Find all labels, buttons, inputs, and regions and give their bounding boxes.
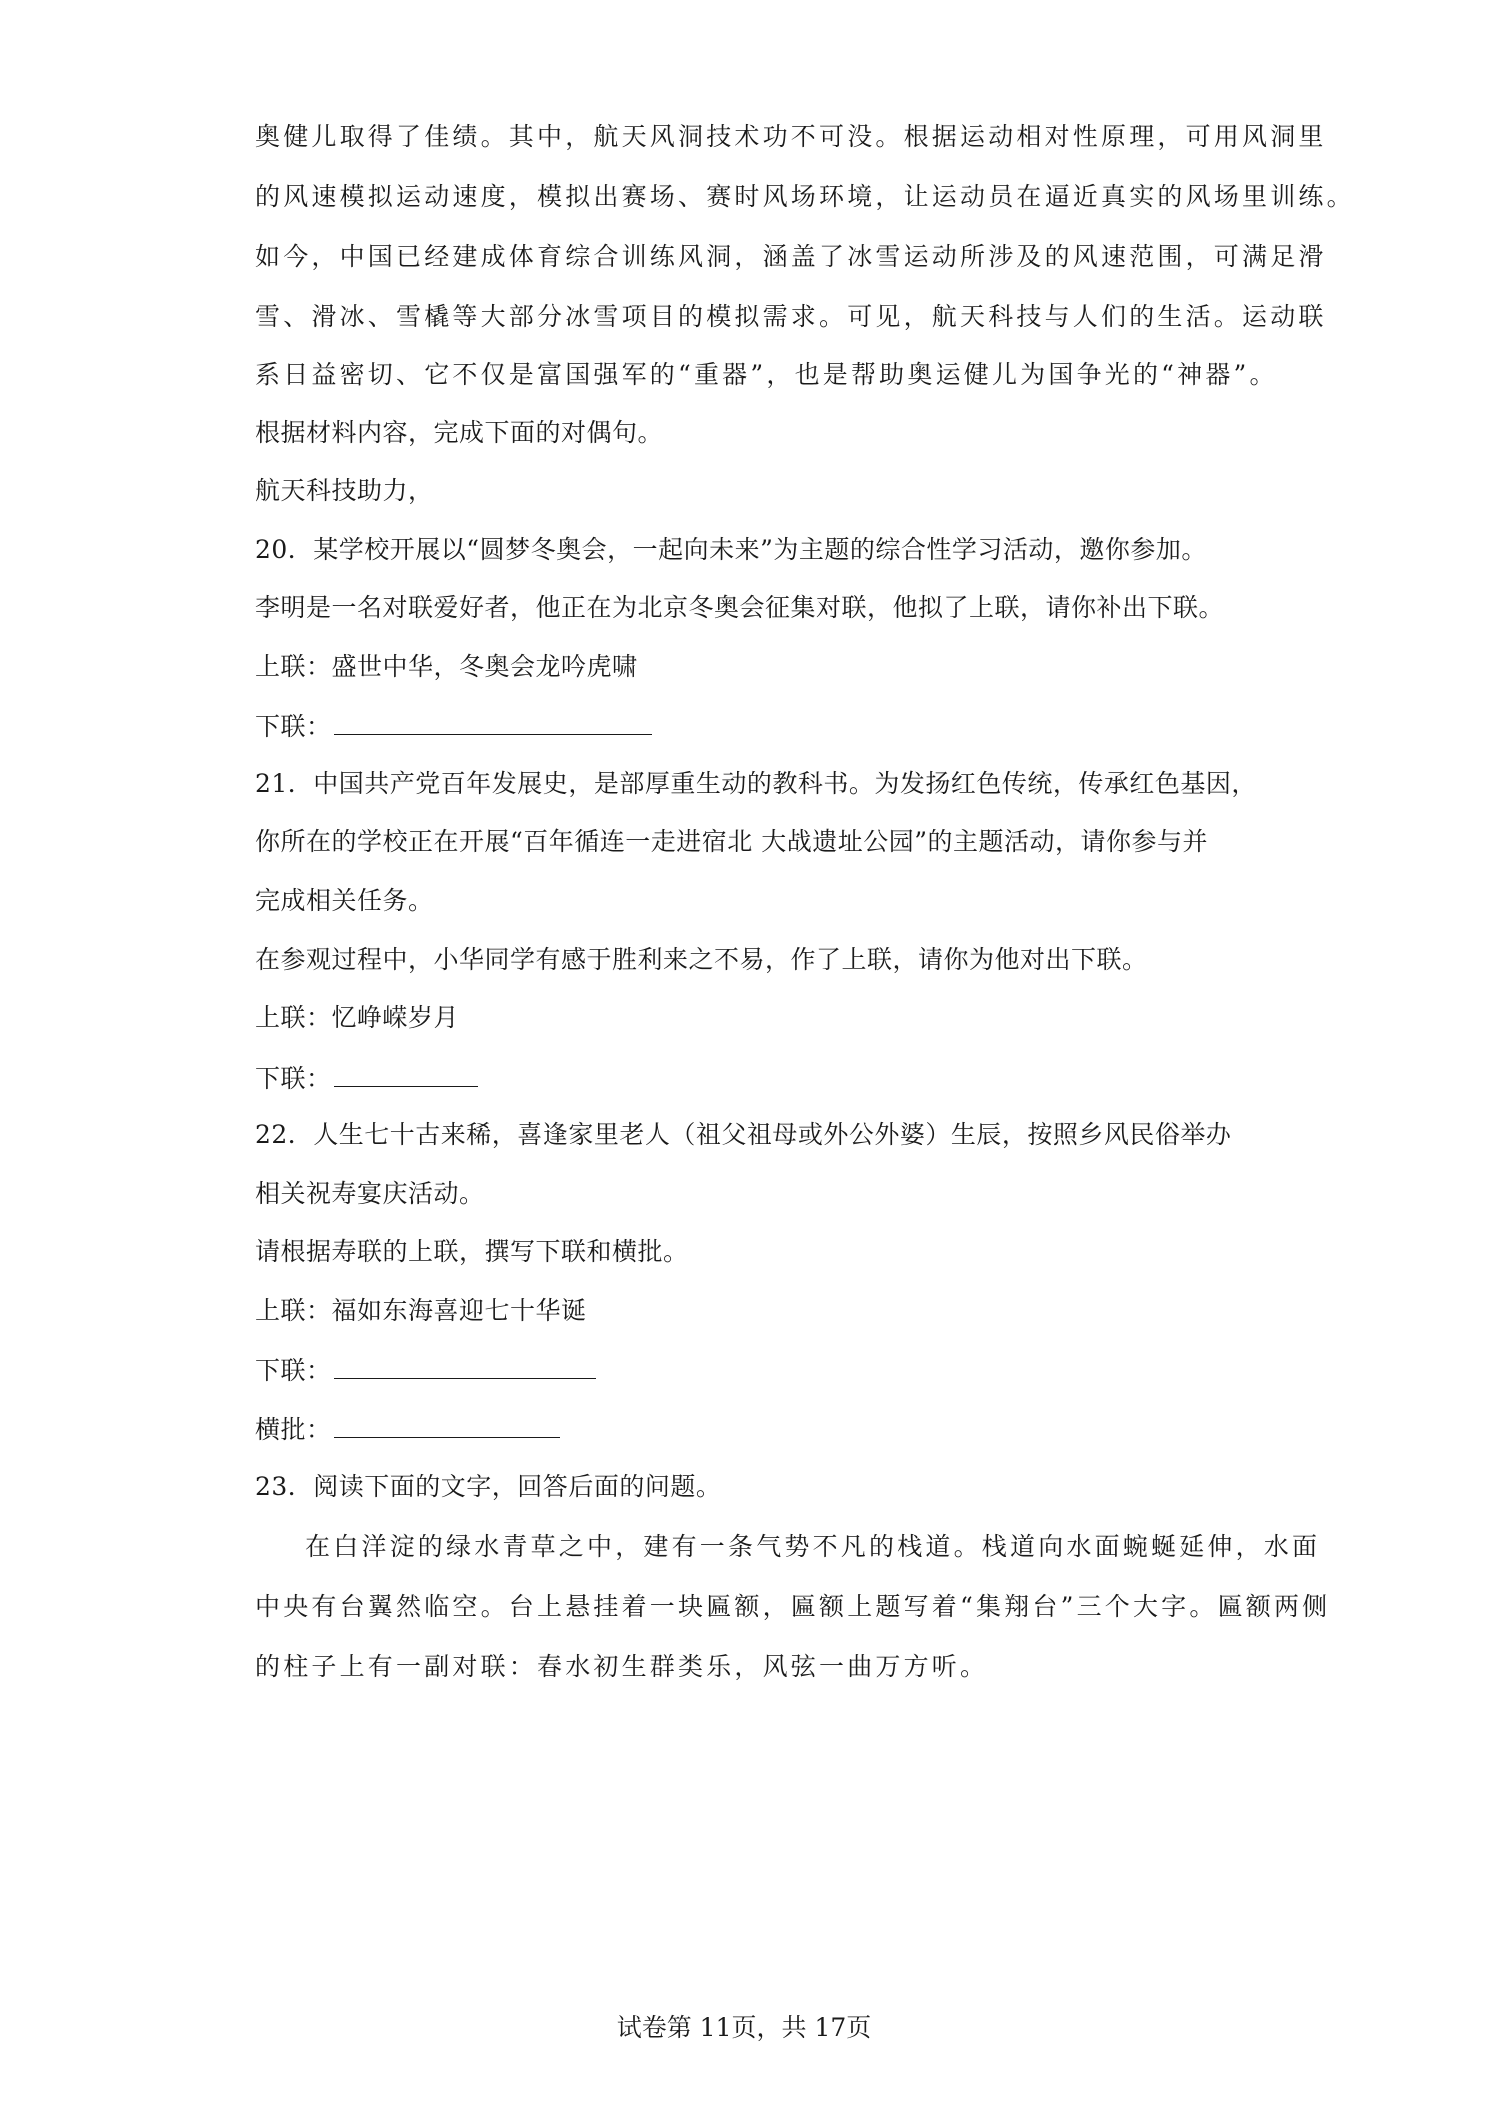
q19-prompt: 航天科技助力，	[255, 476, 434, 505]
q23-title: 23．阅读下面的文字，回答后面的问题。	[255, 1472, 722, 1501]
passage-line: 如今，中国已经建成体育综合训练风洞，涵盖了冰雪运动所涉及的风速范围，可满足滑	[255, 242, 1327, 271]
passage-line: 的风速模拟运动速度，模拟出赛场、赛时风场环境，让运动员在逼近真实的风场里训练。	[255, 182, 1355, 211]
q23-passage-line: 的柱子上有一副对联：春水初生群类乐，风弦一曲万方听。	[255, 1652, 989, 1681]
q20-lower-label: 下联：	[255, 712, 332, 741]
q20-answer-blank[interactable]	[334, 708, 652, 735]
q21-description: 在参观过程中，小华同学有感于胜利来之不易，作了上联，请你为他对出下联。	[255, 945, 1148, 974]
q22-description: 请根据寿联的上联，撰写下联和横批。	[255, 1237, 689, 1266]
q20-upper-couplet: 上联：盛世中华，冬奥会龙吟虎啸	[255, 652, 638, 681]
q22-lower-couplet	[255, 1352, 596, 1388]
q21-upper-couplet: 上联：忆峥嵘岁月	[255, 1003, 460, 1032]
q22-title-line: 相关祝寿宴庆活动。	[255, 1179, 485, 1208]
q23-passage-line: 中央有台翼然临空。台上悬挂着一块匾额，匾额上题写着“集翔台”三个大字。匾额两侧	[255, 1592, 1331, 1621]
q20-lower-couplet	[255, 708, 652, 744]
q22-banner-label: 横批：	[255, 1415, 332, 1444]
passage-line: 系日益密切、它不仅是富国强军的“重器”，也是帮助奥运健儿为国争光的“神器”。	[255, 360, 1278, 389]
passage-line: 雪、滑冰、雪橇等大部分冰雪项目的模拟需求。可见，航天科技与人们的生活。运动联	[255, 302, 1327, 331]
q22-banner	[255, 1411, 560, 1447]
passage-line: 奥健儿取得了佳绩。其中，航天风洞技术功不可没。根据运动相对性原理，可用风洞里	[255, 122, 1327, 151]
q21-lower-couplet	[255, 1060, 478, 1096]
q19-instruction: 根据材料内容，完成下面的对偶句。	[255, 418, 664, 447]
q21-lower-label: 下联：	[255, 1064, 332, 1093]
q22-lower-label: 下联：	[255, 1356, 332, 1385]
q21-title-line: 21．中国共产党百年发展史，是部厚重生动的教科书。为发扬红色传统，传承红色基因，	[255, 769, 1257, 798]
q21-title-line: 你所在的学校正在开展“百年循连一走进宿北 大战遗址公园”的主题活动，请你参与并	[255, 827, 1209, 856]
q23-passage-line: 在白洋淀的绿水青草之中，建有一条气势不凡的栈道。栈道向水面蜿蜒延伸，水面	[305, 1532, 1321, 1561]
q20-title: 20．某学校开展以“圆梦冬奥会，一起向未来”为主题的综合性学习活动，邀你参加。	[255, 535, 1207, 564]
q22-lower-answer-blank[interactable]	[334, 1352, 596, 1379]
page-footer: 试卷第 11页，共 17页	[616, 2013, 872, 2042]
q22-banner-answer-blank[interactable]	[334, 1411, 560, 1438]
q22-title-line: 22．人生七十古来稀，喜逢家里老人（祖父祖母或外公外婆）生辰，按照乡风民俗举办	[255, 1120, 1232, 1149]
q20-description: 李明是一名对联爱好者，他正在为北京冬奥会征集对联，他拟了上联，请你补出下联。	[255, 593, 1225, 622]
q22-upper-couplet: 上联：福如东海喜迎七十华诞	[255, 1296, 587, 1325]
q21-answer-blank[interactable]	[334, 1060, 478, 1087]
q21-title-line: 完成相关任务。	[255, 886, 434, 915]
